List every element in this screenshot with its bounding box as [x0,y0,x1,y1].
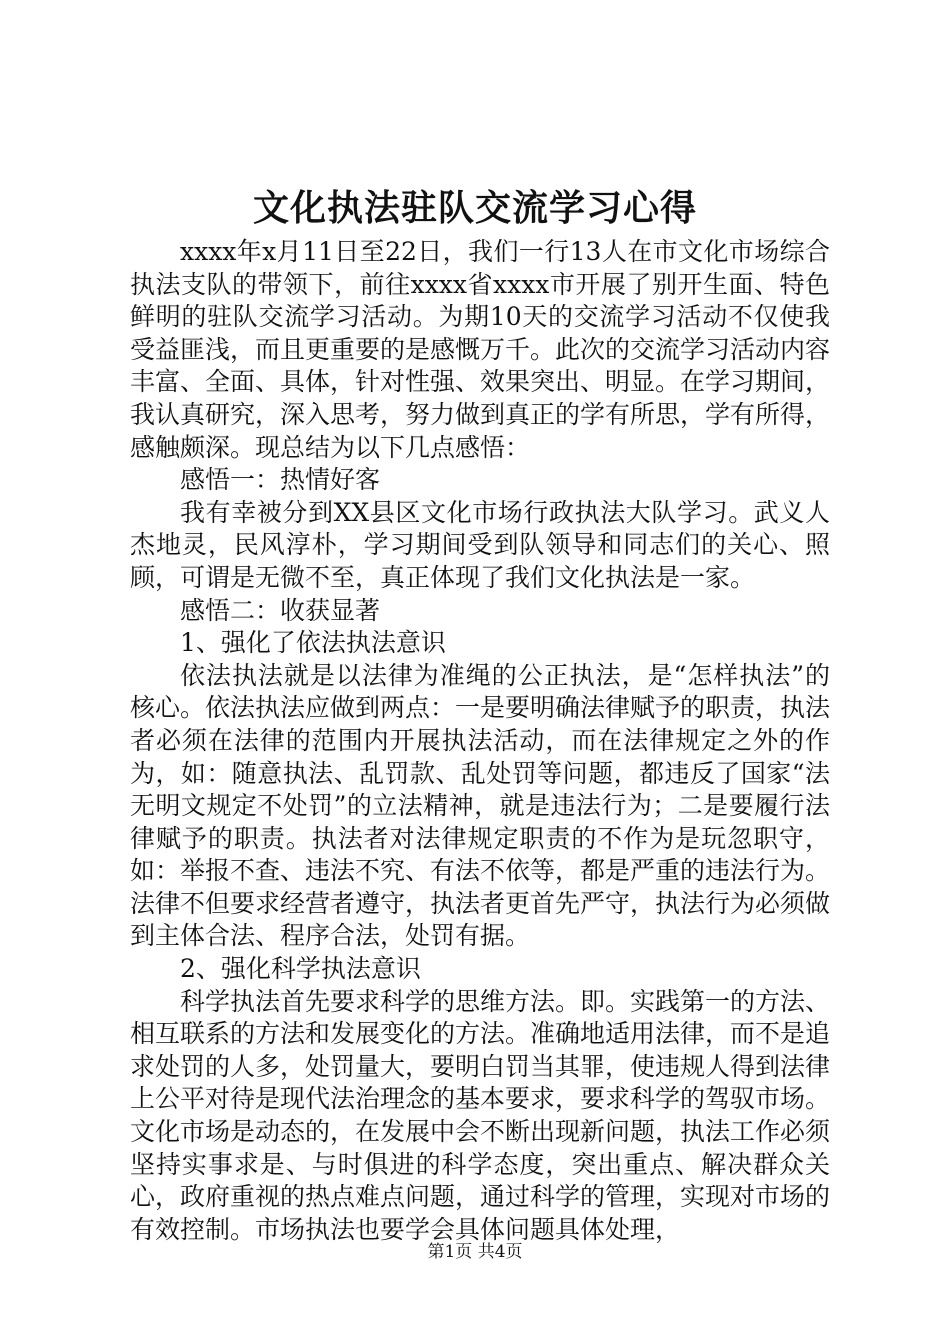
page-footer [0,1240,950,1264]
subheading-scientific-enforcement: 2、强化科学执法意识 [180,954,421,984]
document-body [130,236,830,1246]
page-total: 共4页 [477,1242,523,1262]
paragraph-scientific-enforcement: 科学执法首先要求科学的思维方法。即。实践第一的方法、相互联系的方法和发展变化的方法。准确地适用法律，而不是追求处罚的人多，处罚量大，要明白罚当其罪，使违规人得到法律上公平对待是现代法治理念的基本要求，要求科学的驾驭市场。文化市场是动态的，在发展中会不断出现新问题，执法工作必须坚持实事求是、与时俱进的科学态度，突出重点、解决群众关心，政府重视的热点难点问题，通过科学的管理，实现对市场的有效控制。市场执法也要学会具体问题具体处理， [130,986,831,1244]
paragraph-insight-one: 我有幸被分到XX县区文化市场行政执法大队学习。武义人杰地灵，民风淳朴，学习期间受到队领导和同志们的关心、照顾，可谓是无微不至，真正体现了我们文化执法是一家。 [130,497,830,592]
heading-insight-two: 感悟二：收获显著 [180,595,381,625]
paragraph-lawful-enforcement: 依法执法就是以法律为准绳的公正执法，是“怎样执法”的核心。依法执法应做到两点：一是要明确法律赋予的职责，执法者必须在法律的范围内开展执法活动，而在法律规定之外的作为，如：随意执法、乱罚款、乱处罚等问题，都违反了国家“法无明文规定不处罚”的立法精神，就是违法行为；二是要履行法律赋予的职责。执法者对法律规定职责的不作为是玩忽职守，如：举报不查、违法不究、有法不依等，都是严重的违法行为。法律不但要求经营者遵守，执法者更首先严守，执法行为必须做到主体合法、程序合法，处罚有据。 [130,660,831,951]
document-title: 文化执法驻队交流学习心得 [252,187,697,229]
page-number: 第1页 [427,1242,473,1262]
subheading-lawful-enforcement: 1、强化了依法执法意识 [180,628,446,658]
heading-insight-one: 感悟一：热情好客 [180,465,381,495]
paragraph-intro: xxxx年x月11日至22日，我们一行13人在市文化市场综合执法支队的带领下，前往xxxx省xxxx市开展了别开生面、特色鲜明的驻队交流学习活动。为期10天的交流学习活动不仅使我受益匪浅，而且更重要的是感慨万千。此次的交流学习活动内容丰富、全面、具体，针对性强、效果突出、明显。在学习期间，我认真研究，深入思考，努力做到真正的学有所思，学有所得，感触颇深。现总结为以下几点感悟： [130,237,831,462]
